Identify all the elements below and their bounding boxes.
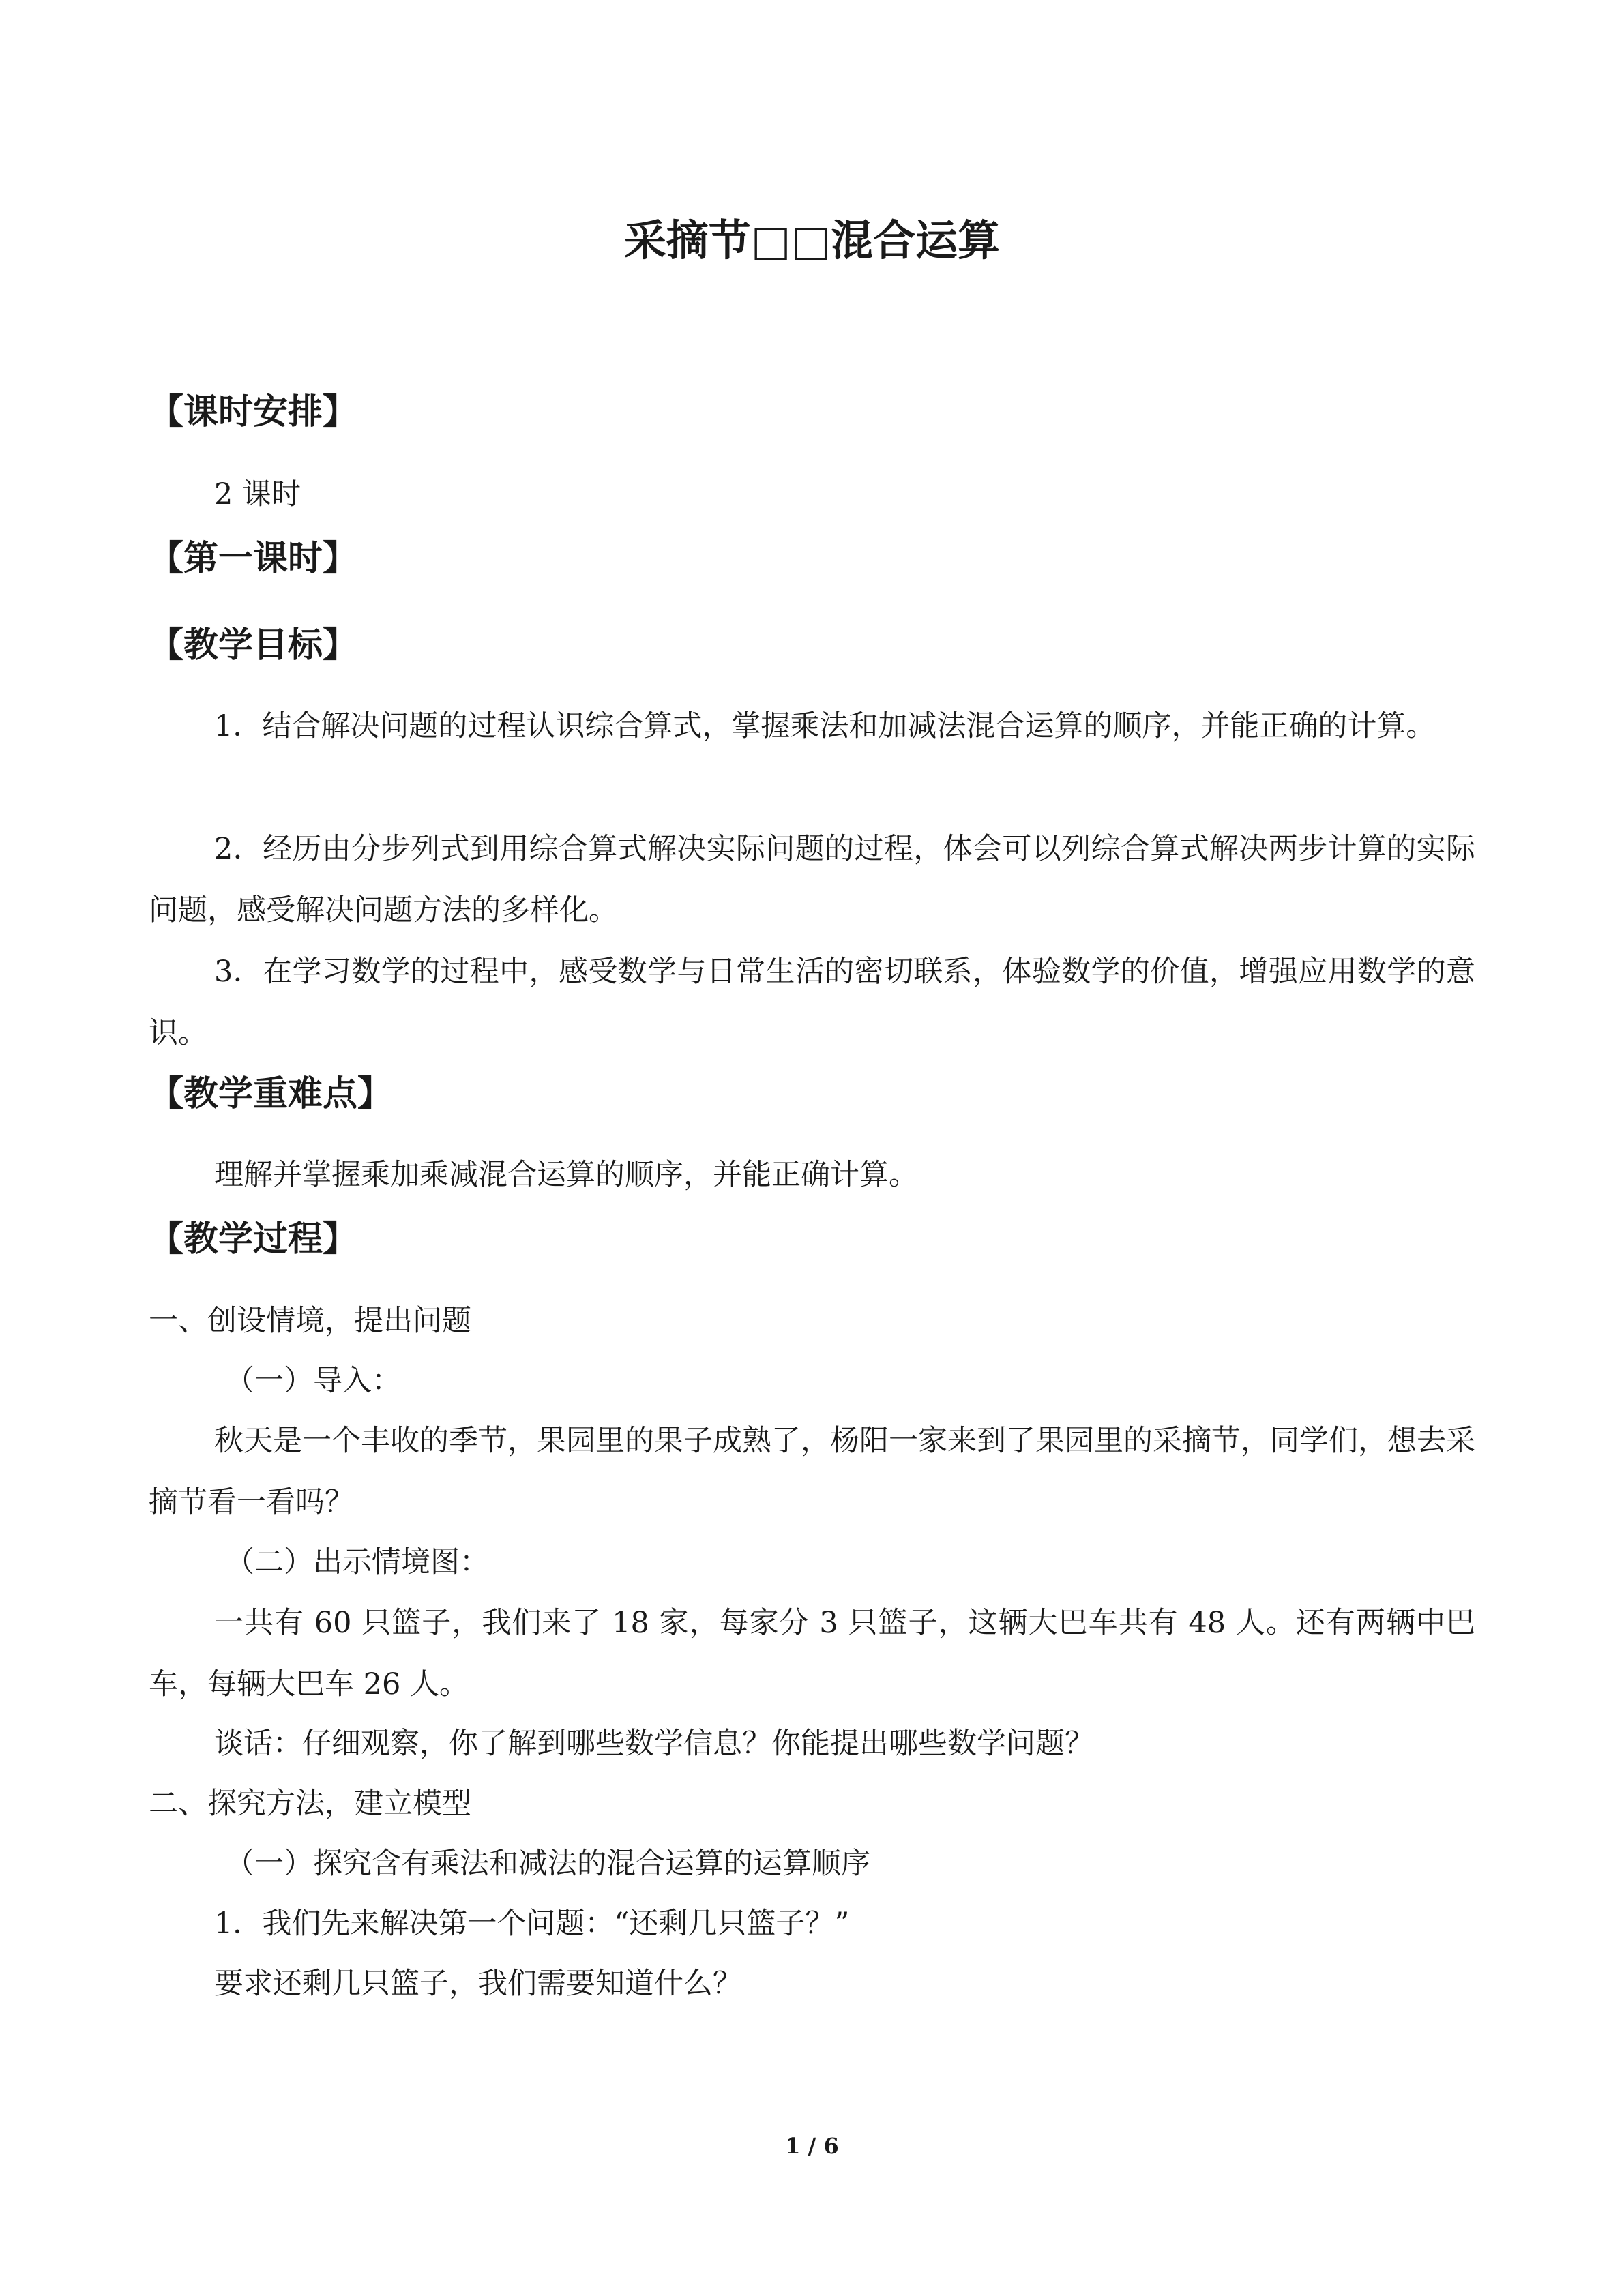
part-1-talk: 谈话：仔细观察，你了解到哪些数学信息？你能提出哪些数学问题？ <box>214 1727 1094 1761</box>
part-1-sub-1: （一）导入： <box>225 1364 401 1398</box>
goal-2: 2．经历由分步列式到用综合算式解决实际问题的过程，体会可以列综合算式解决两步计算的实际问题，感受解决问题方法的多样化。 <box>149 832 1475 927</box>
goal-1: 1．结合解决问题的过程认识综合算式，掌握乘法和加减法混合运算的顺序，并能正确的计算。 <box>214 709 1436 743</box>
key-points-text: 理解并掌握乘加乘减混合运算的顺序，并能正确计算。 <box>214 1158 918 1192</box>
part-2-question-1-ask: 要求还剩几只篮子，我们需要知道什么？ <box>214 1967 742 2001</box>
page-number: 1 / 6 <box>785 2133 839 2159</box>
part-2-question-1: 1．我们先来解决第一个问题：“还剩几只篮子？” <box>214 1907 850 1941</box>
part-1-intro: 秋天是一个丰收的季节，果园里的果子成熟了，杨阳一家来到了果园里的采摘节，同学们，想去采摘节看一看吗？ <box>149 1424 1475 1519</box>
goals-heading: 【教学目标】 <box>149 625 358 666</box>
part-1-sub-2: （二）出示情境图： <box>225 1545 489 1579</box>
part-2-heading: 二、探究方法，建立模型 <box>149 1787 471 1821</box>
schedule-text: 2 课时 <box>214 477 301 511</box>
schedule-heading: 【课时安排】 <box>149 392 358 432</box>
first-lesson-heading: 【第一课时】 <box>149 539 358 579</box>
goal-3: 3．在学习数学的过程中，感受数学与日常生活的密切联系，体验数学的价值，增强应用数学的意识。 <box>149 955 1475 1050</box>
process-heading: 【教学过程】 <box>149 1219 358 1259</box>
part-1-scene: 一共有 60 只篮子，我们来了 18 家，每家分 3 只篮子，这辆大巴车共有 48 人。还有两辆中巴车，每辆大巴车 26 人。 <box>149 1606 1475 1701</box>
page-title: 采摘节□□混合运算 <box>623 215 1001 265</box>
part-1-heading: 一、创设情境，提出问题 <box>149 1304 471 1338</box>
key-points-heading: 【教学重难点】 <box>149 1074 393 1114</box>
part-2-sub-1: （一）探究含有乘法和减法的混合运算的运算顺序 <box>225 1847 870 1881</box>
